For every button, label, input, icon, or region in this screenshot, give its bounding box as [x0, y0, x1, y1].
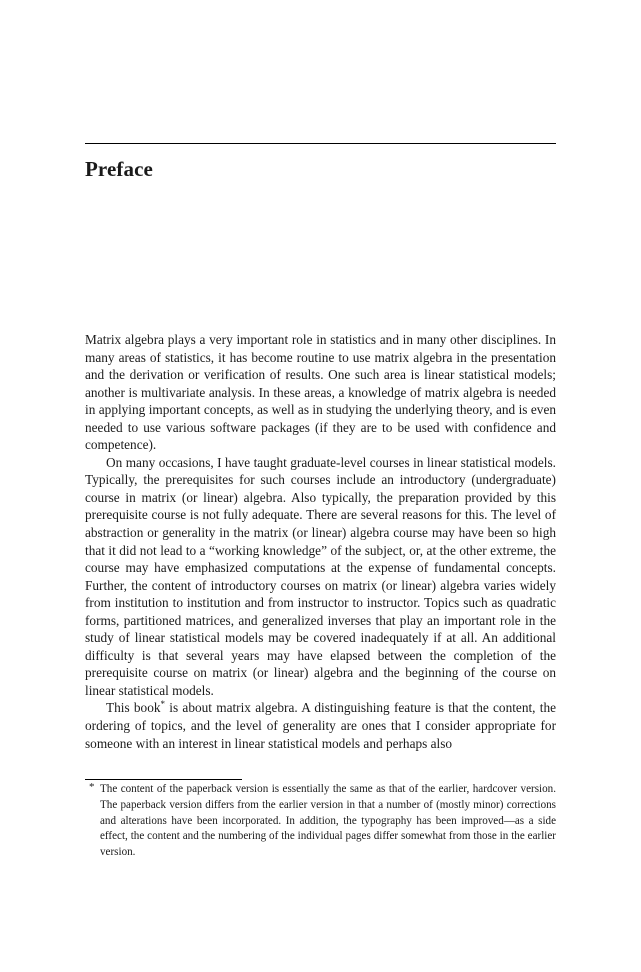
paragraph-3-rest: is about matrix algebra. A distinguishing feature is that the content, the ordering of topics, and the level of generality are ones that I consider appropriate for someone with an interest in linear statistical models and perhaps also	[85, 700, 556, 751]
footnote-rule	[85, 779, 242, 780]
paragraph-1: Matrix algebra plays a very important role in statistics and in many other disciplines. In many areas of statistics, it has become routine to use matrix algebra in the presentation and the derivation or verification of results. One such area is linear statistical models; another is multivariate analysis. In these areas, a knowledge of matrix algebra is needed in applying important concepts, as well as in studying the underlying theory, and is even needed to use various software packages (if they are to be used with confidence and competence).	[85, 332, 556, 453]
chapter-title: Preface	[85, 157, 153, 181]
paragraph-2: On many occasions, I have taught graduate-level courses in linear statistical models. Typically, the prerequisites for such courses include an introductory (undergraduate) course in matrix (or linear) algebra. Also typically, the preparation provided by this prerequisite course is not fully adequate. There are several reasons for this. The level of abstraction or generality in the matrix (or linear) algebra course may have been so high that it did not lead to a “working knowledge” of the subject, or, at the other extreme, the course may have emphasized computations at the expense of fundamental concepts. Further, the content of introductory courses on matrix (or linear) algebra varies widely from institution to institution and from instructor to instructor. Topics such as quadratic forms, partitioned matrices, and generalized inverses that play an important role in the study of linear statistical models may be covered inadequately if at all. An additional difficulty is that several years may have elapsed between the completion of the prerequisite course on matrix (or linear) algebra and the beginning of the course on linear statistical models.	[85, 454, 556, 698]
footnote-reference: *	[160, 699, 166, 710]
paragraph-3	[85, 699, 556, 752]
footnote-mark: *	[89, 781, 95, 793]
footnote-text: The content of the paperback version is essentially the same as that of the earlier, hardcover version. The paperback version differs from the earlier version in that a number of (mostly minor) corrections and alterations have been incorporated. In addition, the typography has been improved—as a side effect, the content and the numbering of the individual pages differ somewhat from those in the earlier version.	[100, 783, 556, 859]
header-rule	[85, 143, 556, 144]
footnote	[89, 782, 556, 861]
body-text	[85, 331, 556, 752]
paragraph-3-start: This book	[106, 700, 161, 716]
